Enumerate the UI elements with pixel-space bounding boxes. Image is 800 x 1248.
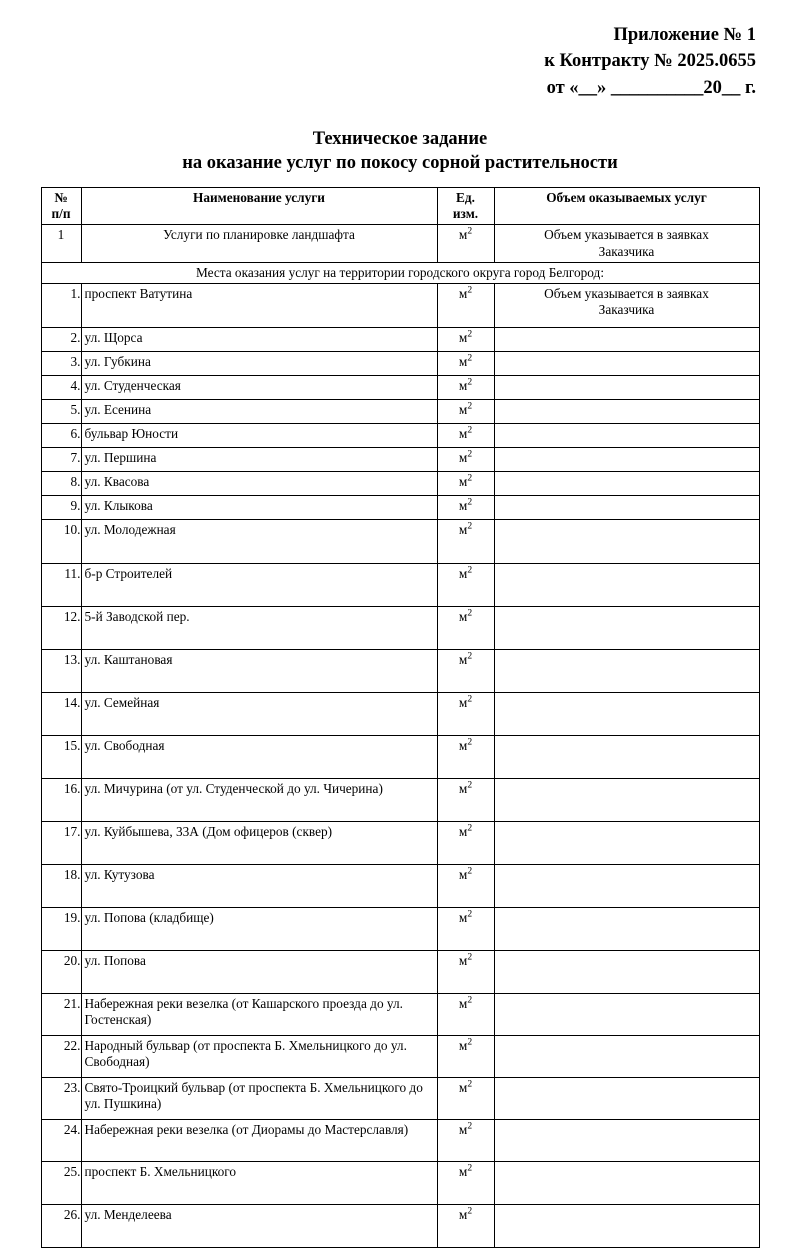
- section-header-text: Места оказания услуг на территории городского округа город Белгород:: [41, 262, 759, 283]
- cell-volume: [494, 993, 759, 1035]
- cell-unit: $м^2$: [437, 1204, 494, 1247]
- cell-number: 20.: [41, 950, 81, 993]
- cell-location-name: ул. Клыкова: [81, 495, 437, 519]
- cell-number: 10.: [41, 519, 81, 563]
- cell-number: 14.: [41, 692, 81, 735]
- table-row: [41, 423, 759, 447]
- cell-number: 1: [41, 225, 81, 262]
- cell-volume: [494, 606, 759, 649]
- cell-location-name: ул. Попова (кладбище): [81, 907, 437, 950]
- contract-date: от «__» __________20__ г.: [546, 77, 756, 98]
- cell-number: 12.: [41, 606, 81, 649]
- cell-location-name: ул. Есенина: [81, 399, 437, 423]
- cell-number: 25.: [41, 1161, 81, 1204]
- cell-unit: $м^2$: [437, 375, 494, 399]
- table-row: [41, 447, 759, 471]
- cell-unit: $м^2$: [437, 606, 494, 649]
- cell-unit: $м^2$: [437, 1035, 494, 1077]
- cell-volume: Объем указывается в заявках Заказчика: [494, 283, 759, 327]
- cell-volume: [494, 1161, 759, 1204]
- cell-unit: $м^2$: [437, 864, 494, 907]
- col-header-number: № п/п: [41, 187, 81, 224]
- cell-volume: [494, 327, 759, 351]
- table-row: [41, 563, 759, 606]
- cell-volume: [494, 471, 759, 495]
- cell-volume: [494, 1077, 759, 1119]
- cell-unit: $м^2$: [437, 423, 494, 447]
- cell-location-name: ул. Губкина: [81, 351, 437, 375]
- cell-location-name: проспект Ватутина: [81, 283, 437, 327]
- cell-number: 24.: [41, 1119, 81, 1161]
- cell-number: 15.: [41, 735, 81, 778]
- cell-number: 6.: [41, 423, 81, 447]
- cell-volume: [494, 864, 759, 907]
- cell-volume: Объем указывается в заявках Заказчика: [494, 225, 759, 262]
- cell-volume: [494, 375, 759, 399]
- cell-number: 3.: [41, 351, 81, 375]
- appendix-header: [40, 22, 756, 101]
- cell-unit: $м^2$: [437, 907, 494, 950]
- cell-volume: [494, 351, 759, 375]
- table-row: [41, 864, 759, 907]
- cell-location-name: проспект Б. Хмельницкого: [81, 1161, 437, 1204]
- cell-location-name: ул. Кутузова: [81, 864, 437, 907]
- table-row: [41, 1035, 759, 1077]
- cell-location-name: ул. Щорса: [81, 327, 437, 351]
- cell-unit: $м^2$: [437, 471, 494, 495]
- cell-number: 5.: [41, 399, 81, 423]
- cell-volume: [494, 1119, 759, 1161]
- cell-unit: $м^2$: [437, 1077, 494, 1119]
- cell-location-name: бульвар Юности: [81, 423, 437, 447]
- cell-location-name: ул. Куйбышева, 33А (Дом офицеров (сквер): [81, 821, 437, 864]
- cell-volume: [494, 399, 759, 423]
- table-row: [41, 821, 759, 864]
- cell-unit: $м^2$: [437, 1119, 494, 1161]
- cell-number: 9.: [41, 495, 81, 519]
- cell-service-name: Услуги по планировке ландшафта: [81, 225, 437, 262]
- table-row: [41, 692, 759, 735]
- cell-volume: [494, 1035, 759, 1077]
- cell-volume: [494, 950, 759, 993]
- cell-volume: [494, 423, 759, 447]
- cell-number: 16.: [41, 778, 81, 821]
- cell-unit: $м^2$: [437, 821, 494, 864]
- table-row: [41, 1204, 759, 1247]
- appendix-number: Приложение № 1: [613, 25, 756, 45]
- cell-number: 1.: [41, 283, 81, 327]
- cell-volume: [494, 495, 759, 519]
- cell-location-name: ул. Каштановая: [81, 649, 437, 692]
- cell-number: 4.: [41, 375, 81, 399]
- table-row: [41, 519, 759, 563]
- table-body: [41, 225, 759, 1248]
- table-row: [41, 606, 759, 649]
- cell-unit: $м^2$: [437, 993, 494, 1035]
- table-header-row: [41, 187, 759, 224]
- cell-number: 26.: [41, 1204, 81, 1247]
- cell-location-name: б-р Строителей: [81, 563, 437, 606]
- cell-number: 13.: [41, 649, 81, 692]
- cell-volume: [494, 447, 759, 471]
- cell-unit: $м^2$: [437, 735, 494, 778]
- cell-unit: $м^2$: [437, 351, 494, 375]
- cell-location-name: ул. Семейная: [81, 692, 437, 735]
- cell-volume: [494, 907, 759, 950]
- table-section-row: [41, 262, 759, 283]
- cell-location-name: ул. Студенческая: [81, 375, 437, 399]
- table-row: [41, 907, 759, 950]
- cell-location-name: Народный бульвар (от проспекта Б. Хмельницкого до ул. Свободная): [81, 1035, 437, 1077]
- cell-unit: $м^2$: [437, 495, 494, 519]
- cell-volume: [494, 821, 759, 864]
- cell-location-name: ул. Молодежная: [81, 519, 437, 563]
- title-line-1: Техническое задание: [312, 128, 488, 149]
- cell-volume: [494, 735, 759, 778]
- col-header-service-name: Наименование услуги: [81, 187, 437, 224]
- table-row: [41, 993, 759, 1035]
- table-row: [41, 1161, 759, 1204]
- cell-unit: $м^2$: [437, 447, 494, 471]
- cell-number: 17.: [41, 821, 81, 864]
- cell-volume: [494, 1204, 759, 1247]
- cell-unit: $м^2$: [437, 327, 494, 351]
- table-row: [41, 399, 759, 423]
- table-row: [41, 735, 759, 778]
- table-row: [41, 225, 759, 262]
- cell-volume: [494, 778, 759, 821]
- table-row: [41, 283, 759, 327]
- col-header-volume: Объем оказываемых услуг: [494, 187, 759, 224]
- cell-volume: [494, 519, 759, 563]
- cell-unit: $м^2$: [437, 225, 494, 262]
- table-row: [41, 950, 759, 993]
- cell-number: 18.: [41, 864, 81, 907]
- cell-unit: $м^2$: [437, 519, 494, 563]
- table-row: [41, 375, 759, 399]
- cell-unit: $м^2$: [437, 950, 494, 993]
- cell-unit: $м^2$: [437, 778, 494, 821]
- table-row: [41, 351, 759, 375]
- cell-location-name: ул. Першина: [81, 447, 437, 471]
- cell-location-name: ул. Попова: [81, 950, 437, 993]
- cell-number: 22.: [41, 1035, 81, 1077]
- services-table: [41, 187, 760, 1248]
- cell-location-name: Набережная реки везелка (от Кашарского проезда до ул. Гостенская): [81, 993, 437, 1035]
- cell-unit: $м^2$: [437, 1161, 494, 1204]
- table-row: [41, 1119, 759, 1161]
- cell-number: 2.: [41, 327, 81, 351]
- cell-volume: [494, 649, 759, 692]
- cell-number: 8.: [41, 471, 81, 495]
- table-row: [41, 495, 759, 519]
- cell-unit: $м^2$: [437, 649, 494, 692]
- cell-location-name: ул. Мичурина (от ул. Студенческой до ул. Чичерина): [81, 778, 437, 821]
- cell-volume: [494, 692, 759, 735]
- contract-number: к Контракту № 2025.0655: [544, 51, 756, 72]
- cell-location-name: Свято-Троицкий бульвар (от проспекта Б. Хмельницкого до ул. Пушкина): [81, 1077, 437, 1119]
- cell-volume: [494, 563, 759, 606]
- title-line-2: на оказание услуг по покосу сорной растительности: [182, 152, 618, 173]
- cell-unit: $м^2$: [437, 563, 494, 606]
- cell-number: 23.: [41, 1077, 81, 1119]
- cell-number: 21.: [41, 993, 81, 1035]
- cell-location-name: 5-й Заводской пер.: [81, 606, 437, 649]
- table-head: [41, 187, 759, 224]
- cell-number: 7.: [41, 447, 81, 471]
- document-title: [40, 127, 760, 175]
- cell-location-name: ул. Менделеева: [81, 1204, 437, 1247]
- table-row: [41, 327, 759, 351]
- cell-unit: $м^2$: [437, 283, 494, 327]
- cell-unit: $м^2$: [437, 692, 494, 735]
- cell-location-name: ул. Квасова: [81, 471, 437, 495]
- cell-number: 11.: [41, 563, 81, 606]
- col-header-unit: Ед. изм.: [437, 187, 494, 224]
- table-row: [41, 778, 759, 821]
- cell-location-name: ул. Свободная: [81, 735, 437, 778]
- cell-unit: $м^2$: [437, 399, 494, 423]
- table-row: [41, 649, 759, 692]
- table-row: [41, 471, 759, 495]
- cell-location-name: Набережная реки везелка (от Диорамы до Мастерславля): [81, 1119, 437, 1161]
- table-row: [41, 1077, 759, 1119]
- cell-number: 19.: [41, 907, 81, 950]
